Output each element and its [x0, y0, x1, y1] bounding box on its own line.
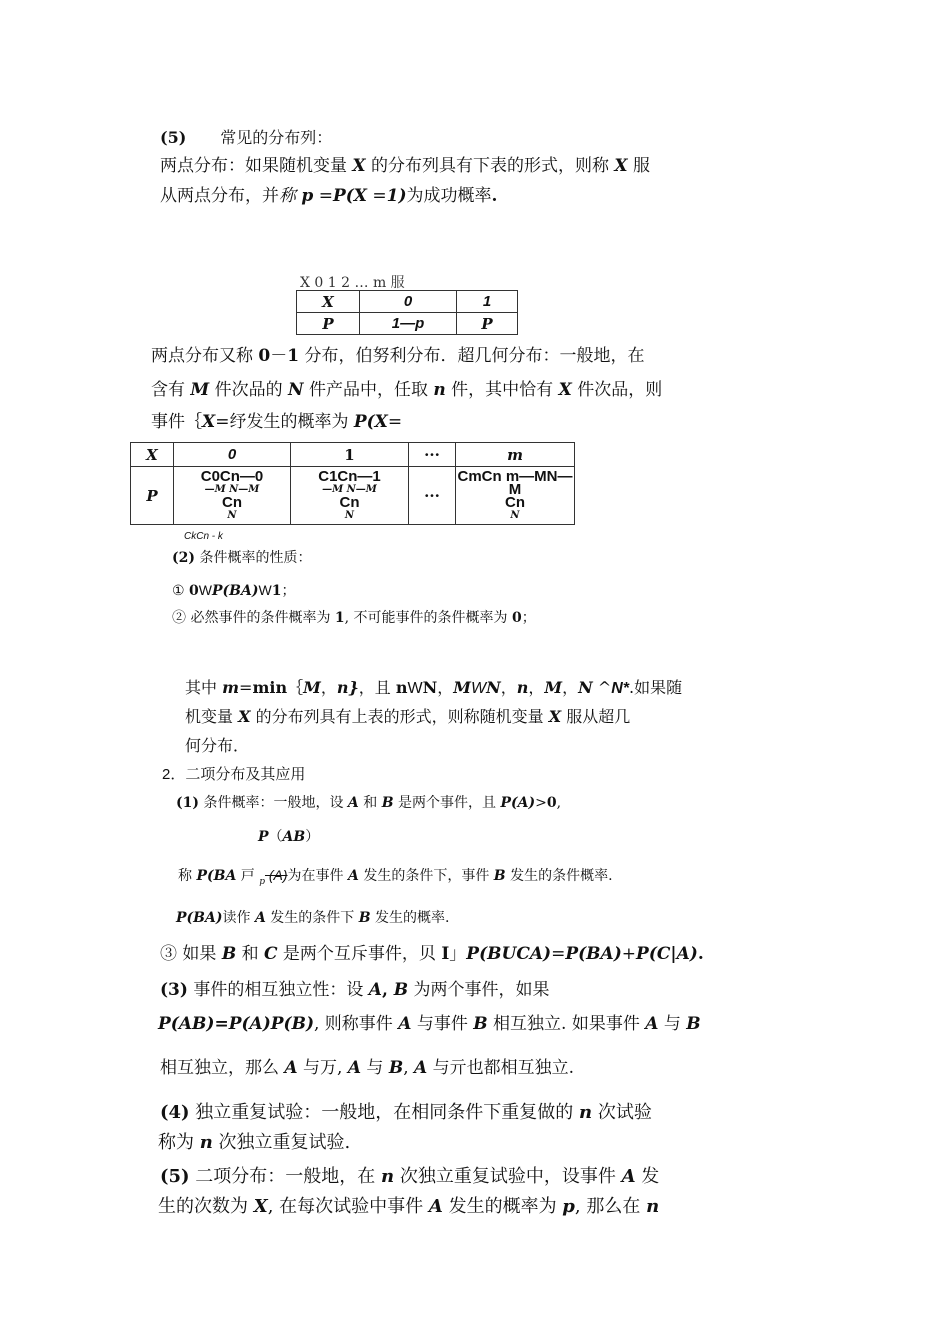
independence-line3: 相互独立，那么 A 与万, A 与 B, A 与亓也都相互独立. — [160, 1058, 575, 1078]
cond-props-item2: ② 必然事件的条件概率为 1, 不可能事件的条件概率为 0； — [172, 610, 536, 626]
item3-line: ③ 如果 B 和 C 是两个互斥事件，贝 I」P(BUCA)=P(BA)+P(C|A). — [160, 944, 704, 964]
hypergeometric-table — [130, 442, 575, 525]
where-line2: 机变量 X 的分布列具有上表的形式，则称随机变量 X 服从超几 — [185, 707, 631, 726]
two-point-line1: 两点分布：如果随机变量 X 的分布列具有下表的形式，则称 X 服 — [160, 156, 651, 176]
cond-props-title: (2) 条件概率的性质： — [172, 550, 312, 566]
prob-fraction-0: C0Cn—0 —M N—M Cn N — [200, 467, 264, 521]
section-5-title: (5) 常见的分布列： — [160, 128, 333, 147]
independence-line1: (3) 事件的相互独立性：设 A, B 为两个事件，如果 — [160, 980, 550, 1000]
cond-prob-line1: (1) 条件概率：一般地，设 A 和 B 是两个事件，且 P(A)>0, — [176, 795, 562, 811]
section-2-title: 2．二项分布及其应用 — [162, 766, 306, 783]
table-row: X 0 1 — [297, 291, 518, 313]
table-row: P 1—p P — [297, 313, 518, 335]
repeated-line1: (4) 独立重复试验：一般地，在相同条件下重复做的 n 次试验 — [160, 1102, 652, 1123]
table-row: P C0Cn—0 —M N—M Cn N C1Cn—1 —M N—M Cn N ··· CmCn m—MN—M Cn N — [131, 467, 575, 525]
binomial-line1: (5) 二项分布：一般地，在 n 次独立重复试验中，设事件 A 发 — [160, 1166, 660, 1187]
bernoulli-line1: 两点分布又称 0－1 分布，伯努利分布．超几何分布：一般地，在 — [151, 346, 645, 366]
two-point-line2: 从两点分布，并称 p =P(X =1)为成功概率. — [160, 186, 498, 206]
two-point-table — [296, 290, 518, 335]
bernoulli-line3: 事件｛X=纾发生的概率为 P(X= — [151, 412, 403, 432]
prob-fraction-m: CmCn m—MN—M Cn N — [457, 467, 573, 521]
cond-prob-line4: P(BA)读作 A 发生的条件下 B 发生的概率. — [176, 910, 450, 926]
where-line3: 何分布． — [185, 736, 250, 755]
clipped-text-line: X 0 1 2 … m 服 — [300, 275, 405, 291]
table-row: X 0 1 ··· m — [131, 443, 575, 467]
where-line1: 其中 m=min｛M，n}，且 nWN，MWN，n，M，N ^N*.如果随 — [185, 678, 683, 697]
cond-props-item1: ① 0WP(BA)W1； — [172, 582, 296, 599]
binomial-line2: 生的次数为 X, 在每次试验中事件 A 发生的概率为 p, 那么在 n — [158, 1196, 660, 1217]
repeated-line2: 称为 n 次独立重复试验. — [158, 1132, 351, 1153]
prob-fraction-1: C1Cn—1 —M N—M Cn N — [318, 467, 381, 521]
cond-prob-line3: 称 P(BA 戸 $_p$ (A)为在事件 A 发生的条件下，事件 B 发生的条件概率. — [178, 867, 613, 887]
ckcn-formula: CkCn - k — [184, 531, 223, 542]
independence-line2: P(AB)=P(A)P(B), 则称事件 A 与事件 B 相互独立. 如果事件 A 与 B — [158, 1014, 701, 1034]
bernoulli-line2: 含有 M 件次品的 N 件产品中，任取 n 件，其中恰有 X 件次品，则 — [151, 380, 663, 400]
cond-prob-pab: P（AB） — [258, 829, 320, 845]
